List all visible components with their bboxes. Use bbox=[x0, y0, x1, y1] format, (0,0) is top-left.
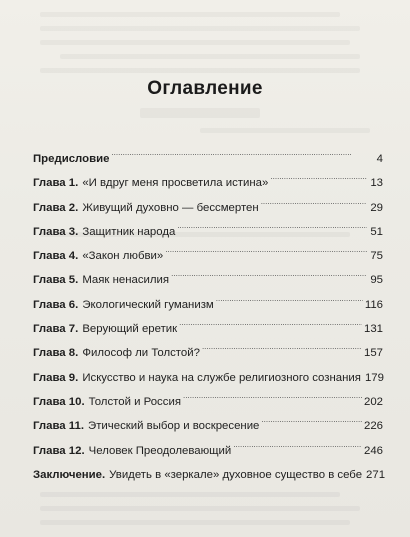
toc-entry-chapter-12[interactable] bbox=[33, 444, 383, 468]
toc-entry-label: Глава 4. bbox=[33, 250, 79, 263]
toc-entry-page: 179 bbox=[364, 371, 384, 384]
toc-entry-title: Верующий еретик bbox=[82, 323, 178, 336]
toc-entry-label: Заключение. bbox=[33, 468, 106, 481]
table-of-contents bbox=[33, 152, 386, 492]
toc-entry-chapter-10[interactable] bbox=[33, 395, 383, 419]
toc-entry-label: Глава 11. bbox=[33, 420, 85, 433]
dot-leader bbox=[261, 201, 367, 211]
dot-leader bbox=[165, 249, 367, 259]
toc-entry-title: Искусство и наука на службе религиозного сознания bbox=[82, 371, 361, 384]
toc-entry-title: Маяк ненасилия bbox=[82, 274, 170, 287]
dot-leader bbox=[171, 273, 367, 283]
toc-entry-page: 116 bbox=[364, 298, 383, 311]
toc-entry-label: Глава 5. bbox=[33, 274, 79, 287]
toc-entry-label: Глава 2. bbox=[33, 201, 79, 214]
toc-entry-label: Глава 1. bbox=[33, 177, 79, 190]
toc-entry-page: 4 bbox=[376, 153, 383, 165]
toc-entry-page: 226 bbox=[363, 420, 383, 433]
toc-entry-title: Экологический гуманизм bbox=[82, 298, 214, 311]
dot-leader bbox=[179, 322, 362, 332]
toc-entry-chapter-3[interactable] bbox=[33, 225, 383, 249]
toc-entry-title: Этический выбор и воскресение bbox=[88, 420, 260, 433]
toc-entry-chapter-5[interactable] bbox=[33, 273, 383, 297]
toc-title: Оглавление bbox=[147, 78, 263, 99]
toc-entry-conclusion[interactable] bbox=[33, 468, 386, 492]
toc-entry-page: 202 bbox=[363, 395, 383, 408]
toc-entry-label: Глава 6. bbox=[33, 298, 79, 311]
toc-entry-label: Глава 10. bbox=[33, 395, 85, 408]
toc-entry-label: Глава 3. bbox=[33, 225, 79, 238]
toc-entry-page: 95 bbox=[370, 274, 383, 287]
toc-entry-page: 13 bbox=[370, 177, 383, 190]
dot-leader bbox=[202, 346, 362, 356]
toc-entry-title: Увидеть в «зеркале» духовное существо в себе bbox=[109, 468, 363, 481]
toc-entry-page: 131 bbox=[363, 323, 383, 336]
dot-leader bbox=[111, 152, 367, 162]
toc-entry-label: Глава 12. bbox=[33, 444, 85, 457]
toc-entry-title: Толстой и Россия bbox=[88, 395, 181, 408]
toc-entry-chapter-6[interactable] bbox=[33, 298, 383, 322]
toc-entry-title: Философ ли Толстой? bbox=[82, 347, 200, 360]
toc-entry-title: «Закон любви» bbox=[82, 250, 164, 263]
toc-entry-title: Живущий духовно — бессмертен bbox=[82, 201, 259, 214]
toc-entry-chapter-1[interactable] bbox=[33, 176, 383, 200]
toc-entry-page: 271 bbox=[366, 468, 386, 481]
toc-entry-chapter-4[interactable] bbox=[33, 249, 383, 273]
dot-leader bbox=[233, 444, 362, 454]
toc-entry-label: Глава 9. bbox=[33, 371, 79, 384]
toc-entry-preface[interactable] bbox=[33, 152, 383, 176]
toc-entry-page: 246 bbox=[363, 444, 383, 457]
toc-entry-page: 75 bbox=[370, 250, 383, 263]
dot-leader bbox=[216, 298, 363, 308]
toc-entry-chapter-11[interactable] bbox=[33, 419, 383, 443]
toc-entry-page: 29 bbox=[370, 201, 383, 214]
toc-entry-title: Защитник народа bbox=[82, 225, 176, 238]
toc-entry-label: Предисловие bbox=[33, 153, 110, 165]
toc-entry-chapter-2[interactable] bbox=[33, 201, 383, 225]
dot-leader bbox=[183, 395, 362, 405]
toc-entry-chapter-8[interactable] bbox=[33, 346, 383, 370]
toc-entry-label: Глава 7. bbox=[33, 323, 79, 336]
toc-entry-chapter-9[interactable] bbox=[33, 371, 383, 395]
toc-entry-page: 157 bbox=[363, 347, 383, 360]
toc-entry-label: Глава 8. bbox=[33, 347, 79, 360]
dot-leader bbox=[177, 225, 367, 235]
dot-leader bbox=[270, 176, 367, 186]
toc-entry-page: 51 bbox=[370, 225, 383, 238]
dot-leader bbox=[261, 419, 362, 429]
toc-entry-title: Человек Преодолевающий bbox=[88, 444, 232, 457]
toc-entry-chapter-7[interactable] bbox=[33, 322, 383, 346]
toc-entry-title: «И вдруг меня просветила истина» bbox=[82, 177, 269, 190]
